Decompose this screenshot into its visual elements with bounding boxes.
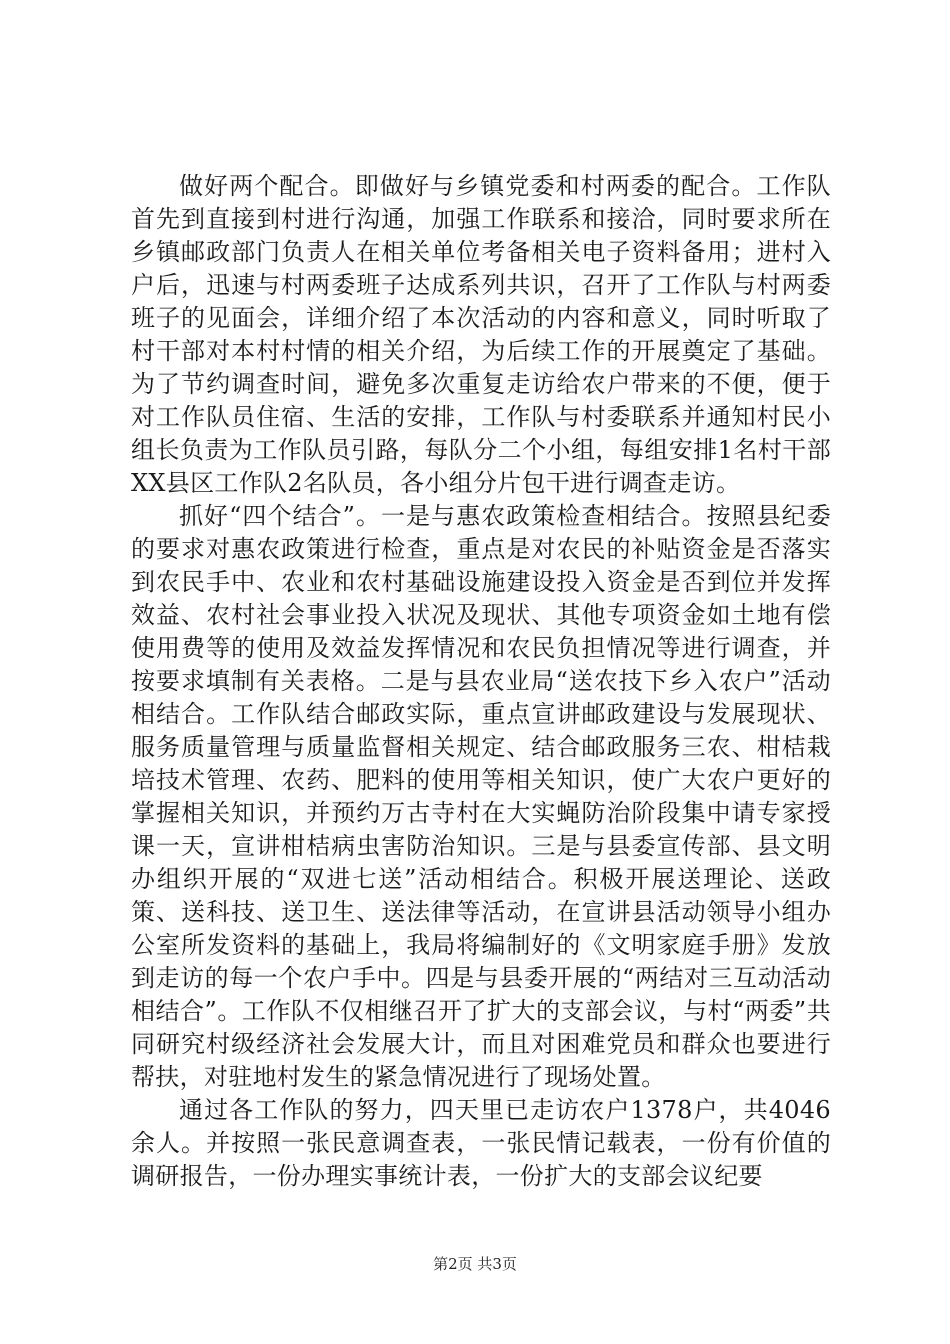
paragraph-results: 通过各工作队的努力，四天里已走访农户1378户，共4046余人。并按照一张民意调查表，一张民情记载表，一份有价值的调研报告，一份办理实事统计表，一份扩大的支部会议纪要	[131, 1096, 831, 1190]
paragraph-two-cooperations: 做好两个配合。即做好与乡镇党委和村两委的配合。工作队首先到直接到村进行沟通，加强工作联系和接洽，同时要求所在乡镇邮政部门负责人在相关单位考备相关电子资料备用；进村入户后，迅速与村两委班子达成系列共识，召开了工作队与村两委班子的见面会，详细介绍了本次活动的内容和意义，同时听取了村干部对本村村情的相关介绍，为后续工作的开展奠定了基础。为了节约调查时间，避免多次重复走访给农户带来的不便，便于对工作队员住宿、生活的安排，工作队与村委联系并通知村民小组长负责为工作队员引路，每队分二个小组，每组安排1名村干部XX县区工作队2名队员，各小组分片包干进行调查走访。	[131, 172, 831, 497]
paragraph-four-combinations: 抓好“四个结合”。一是与惠农政策检查相结合。按照县纪委的要求对惠农政策进行检查，重点是对农民的补贴资金是否落实到农民手中、农业和农村基础设施建设投入资金是否到位并发挥效益、农村社会事业投入状况及现状、其他专项资金如土地有偿使用费等的使用及效益发挥情况和农民负担情况等进行调查，并按要求填制有关表格。二是与县农业局“送农技下乡入农户”活动相结合。工作队结合邮政实际，重点宣讲邮政建设与发展现状、服务质量管理与质量监督相关规定、结合邮政服务三农、柑桔栽培技术管理、农药、肥料的使用等相关知识，使广大农户更好的掌握相关知识，并预约万古寺村在大实蝇防治阶段集中请专家授课一天，宣讲柑桔病虫害防治知识。三是与县委宣传部、县文明办组织开展的“双进七送”活动相结合。积极开展送理论、送政策、送科技、送卫生、送法律等活动，在宣讲县活动领导小组办公室所发资料的基础上，我局将编制好的《文明家庭手册》发放到走访的每一个农户手中。四是与县委开展的“两结对三互动活动相结合”。工作队不仅相继召开了扩大的支部会议，与村“两委”共同研究村级经济社会发展大计，而且对困难党员和群众也要进行帮扶，对驻地村发生的紧急情况进行了现场处置。	[131, 502, 831, 1091]
page-number-footer: 第2页 共3页	[433, 1255, 517, 1273]
document-body	[131, 170, 831, 1193]
